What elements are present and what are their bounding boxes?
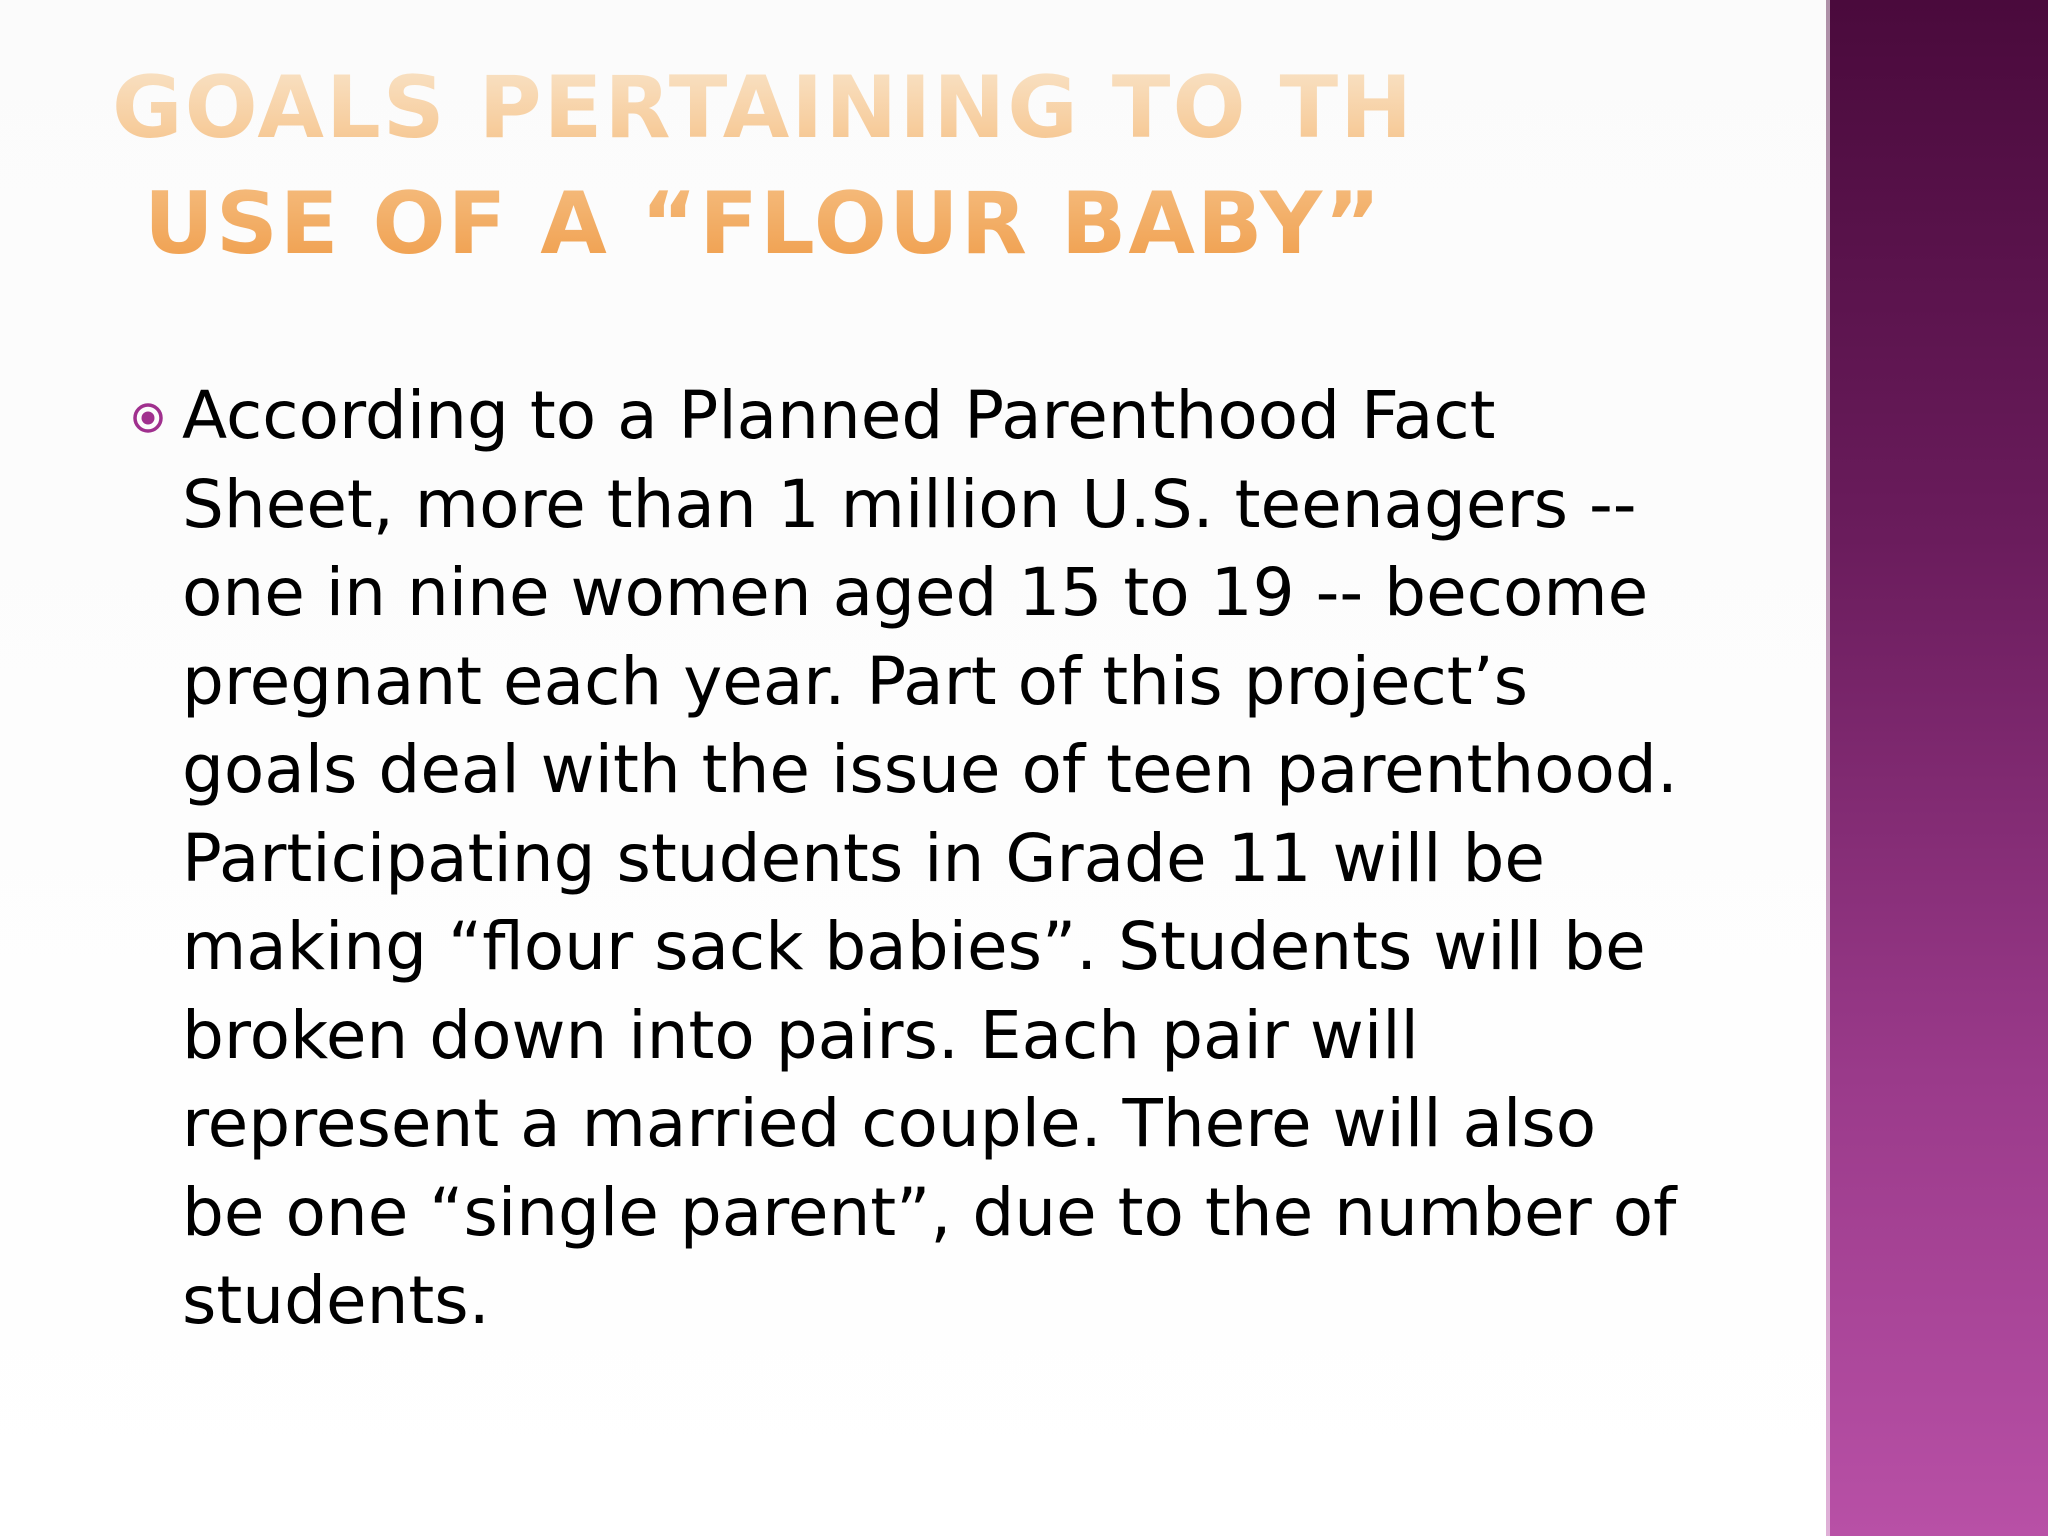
bullet-line: one in nine women aged 15 to 19 -- become: [182, 554, 1649, 631]
slide-title: [112, 50, 1475, 282]
bullet-line: goals deal with the issue of teen parenthood.: [182, 731, 1678, 808]
title-line-2: USE OF A “FLOUR BABY”: [144, 174, 1383, 274]
bullet-line: students.: [182, 1262, 490, 1339]
bullet-text: [182, 372, 1732, 1346]
bullet-line: broken down into pairs. Each pair will: [182, 996, 1419, 1074]
decorative-side-panel: [1826, 0, 2048, 1536]
target-bullet-icon: [132, 402, 164, 434]
bullet-line: pregnant each year. Part of this project’s: [182, 642, 1529, 720]
bullet-line: be one “single parent”, due to the number of: [182, 1173, 1677, 1251]
bullet-line: According to a Planned Parenthood Fact: [182, 377, 1496, 454]
bullet-item: [132, 372, 1732, 1346]
bullet-line: making “flour sack babies”. Students will be: [182, 908, 1646, 985]
slide-body: [132, 372, 1732, 1346]
bullet-line: represent a married couple. There will also: [182, 1085, 1597, 1162]
bullet-line: Participating students in Grade 11 will be: [182, 819, 1545, 897]
bullet-line: Sheet, more than 1 million U.S. teenagers --: [182, 465, 1637, 543]
title-line-1: GOALS PERTAINING TO THE: [112, 58, 1475, 158]
